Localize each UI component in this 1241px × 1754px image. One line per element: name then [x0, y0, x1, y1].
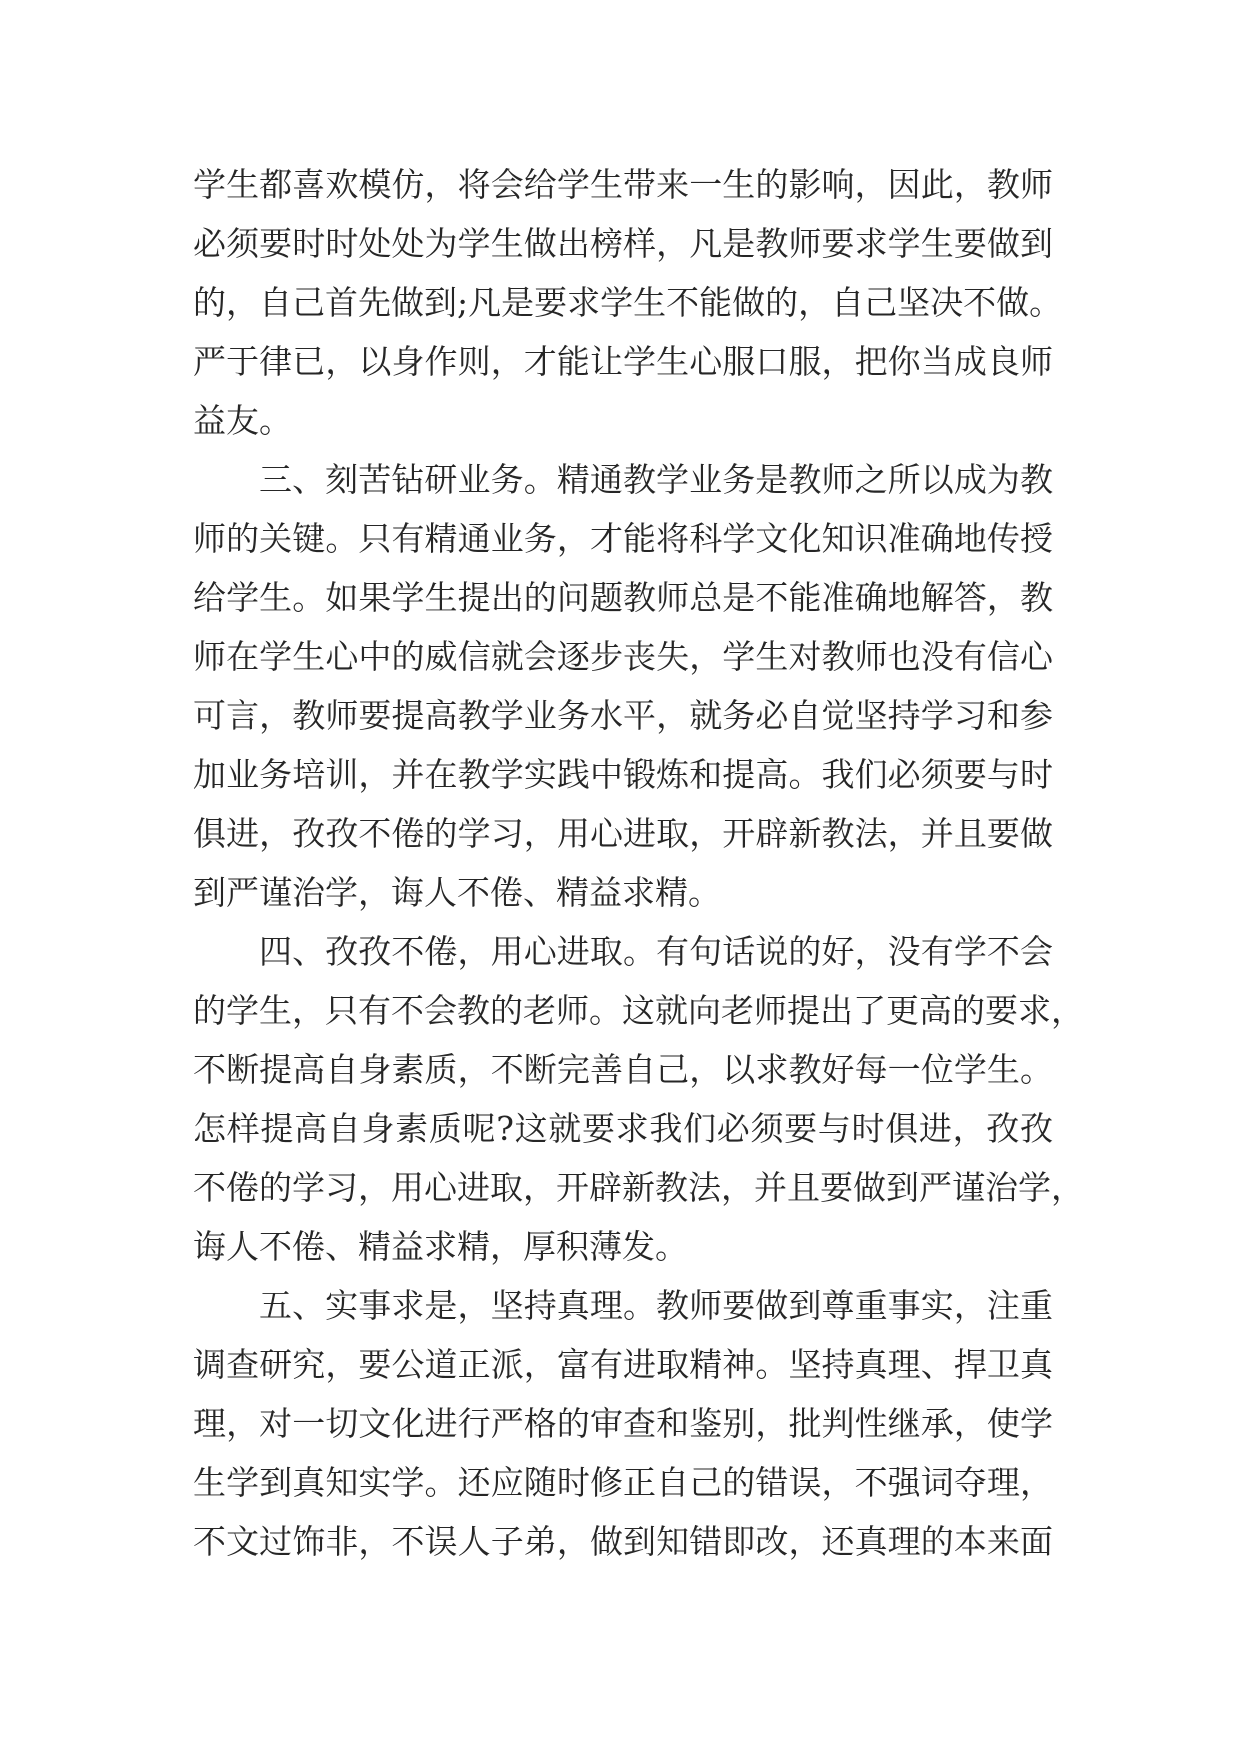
section-heading-line: 五、实事求是，坚持真理。教师要做到尊重事实，注重 [259, 1286, 1053, 1325]
text-line: 益友。 [193, 401, 292, 440]
text-line: 调查研究，要公道正派，富有进取精神。坚持真理、捍卫真 [193, 1345, 1053, 1384]
text-line: 可言，教师要提高教学业务水平，就务必自觉坚持学习和参 [193, 696, 1053, 735]
text-line: 严于律已，以身作则，才能让学生心服口服，把你当成良师 [193, 342, 1053, 381]
text-line: 诲人不倦、精益求精，厚积薄发。 [193, 1227, 688, 1266]
section-heading-line: 三、刻苦钻研业务。精通教学业务是教师之所以成为教 [259, 460, 1053, 499]
text-line: 怎样提高自身素质呢?这就要求我们必须要与时俱进，孜孜 [193, 1109, 1053, 1148]
section-heading-line: 四、孜孜不倦，用心进取。有句话说的好，没有学不会 [259, 932, 1053, 971]
text-line: 理，对一切文化进行严格的审查和鉴别，批判性继承，使学 [193, 1404, 1053, 1443]
text-line: 到严谨治学，诲人不倦、精益求精。 [193, 873, 721, 912]
text-line: 俱进，孜孜不倦的学习，用心进取，开辟新教法，并且要做 [193, 814, 1053, 853]
text-line: 的，自己首先做到;凡是要求学生不能做的，自己坚决不做。 [193, 283, 1063, 322]
text-line: 不断提高自身素质，不断完善自己，以求教好每一位学生。 [193, 1050, 1053, 1089]
text-line: 师的关键。只有精通业务，才能将科学文化知识准确地传授 [193, 519, 1053, 558]
text-line: 师在学生心中的威信就会逐步丧失，学生对教师也没有信心 [193, 637, 1053, 676]
text-line: 不倦的学习，用心进取，开辟新教法，并且要做到严谨治学， [193, 1168, 1084, 1207]
text-line: 必须要时时处处为学生做出榜样，凡是教师要求学生要做到 [193, 224, 1053, 263]
text-line: 生学到真知实学。还应随时修正自己的错误，不强词夺理， [193, 1463, 1053, 1502]
text-line: 的学生，只有不会教的老师。这就向老师提出了更高的要求， [193, 991, 1084, 1030]
text-line: 学生都喜欢模仿，将会给学生带来一生的影响，因此，教师 [193, 165, 1053, 204]
text-line: 给学生。如果学生提出的问题教师总是不能准确地解答，教 [193, 578, 1053, 617]
text-line: 加业务培训，并在教学实践中锻炼和提高。我们必须要与时 [193, 755, 1053, 794]
text-line: 不文过饰非，不误人子弟，做到知错即改，还真理的本来面 [193, 1522, 1053, 1561]
body-text [193, 155, 1084, 1571]
